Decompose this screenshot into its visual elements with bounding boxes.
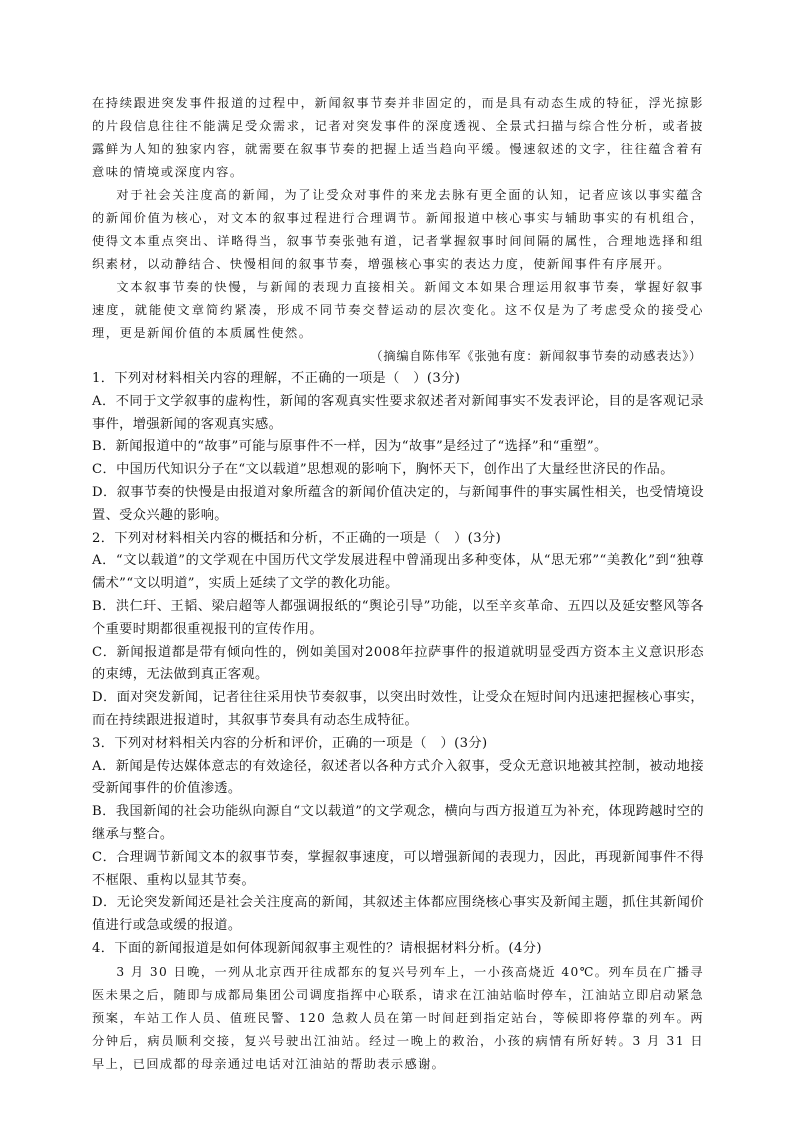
passage-paragraph-1: 在持续跟进突发事件报道的过程中，新闻叙事节奏并非固定的，而是具有动态生成的特征，浮光掠影的片段信息往往不能满足受众需求，记者对突发事件的深度透视、全景式扫描与综合性分析，或者披露鲜为人知的独家内容，就需要在叙事节奏的把握上适当趋向平缓。慢速叙述的文字，往往蕴含着有意味的情境或深度内容。: [92, 96, 704, 179]
question-1: [92, 368, 704, 528]
question-3: [92, 733, 704, 938]
option-d: D．无论突发新闻还是社会关注度高的新闻，其叙述主体都应围绕核心事实及新闻主题，抓住其新闻价值进行或急或缓的报道。: [92, 895, 704, 934]
option-b: B．我国新闻的社会功能纵向源自“文以载道”的文学观念，横向与西方报道互为补充，体现跨越时空的继承与整合。: [92, 804, 704, 842]
question-4: [92, 938, 704, 1076]
option-c: C．中国历代知识分子在“文以载道”思想观的影响下，胸怀天下，创作出了大量经世济民的作品。: [92, 462, 674, 478]
option-c: C．合理调节新闻文本的叙事节奏，掌握叙事速度，可以增强新闻的表现力，因此，再现新闻事件不得不框限、重构以显其节奏。: [92, 849, 704, 888]
option-d: D．叙事节奏的快慢是由报道对象所蕴含的新闻价值决定的，与新闻事件的事实属性相关，也受情境设置、受众兴趣的影响。: [92, 484, 704, 523]
news-report-text: [92, 961, 704, 1076]
question-stem: 3．下列对材料相关内容的分析和评价，正确的一项是（ ）(3分): [92, 735, 488, 751]
passage-paragraph-2: 对于社会关注度高的新闻，为了让受众对事件的来龙去脉有更全面的认知，记者应该以事实蕴含的新闻价值为核心，对文本的叙事过程进行合理调节。新闻报道中核心事实与辅助事实的有机组合，使得文本重点突出、详略得当，叙事节奏张弛有道，记者掌握叙事时间间隔的属性，合理地选择和组织素材，以动静结合、快慢相间的叙事节奏，增强核心事实的表达力度，使新闻事件有序展开。: [92, 188, 704, 271]
passage-source: （摘编自陈伟军《张弛有度：新闻叙事节奏的动感表达》）: [370, 349, 702, 363]
news-report-body: 3 月 30 日晚，一列从北京西开往成都东的复兴号列车上，一小孩高烧近 40℃。列车员在广播寻医未果之后，随即与成都局集团公司调度指挥中心联系，请求在江油站临时停车，江油站立即启动紧急预案，车站工作人员、值班民警、120 急救人员在第一时间赶到指定站台，等候即将停靠的列车。两分钟后，病员顺利交接，复兴号驶出江油站。经过一晚上的救治，小孩的病情有所好转。3 月 31 日早上，已回成都的母亲通过电话对江油站的帮助表示感谢。: [92, 964, 704, 1071]
question-stem: 2．下列对材料相关内容的概括和分析，不正确的一项是（ ）(3分): [92, 530, 502, 546]
question-2: [92, 528, 704, 733]
option-a: A．“文以载道”的文学观在中国历代文学发展进程中曾涌现出多种变体，从“思无邪”“美教化”到“独尊儒术”“文以明道”，实质上延续了文学的教化功能。: [92, 553, 704, 592]
option-b: B．洪仁玕、王韬、梁启超等人都强调报纸的“舆论引导”功能，以至辛亥革命、五四以及延安整风等各个重要时期都很重视报刊的宣传作用。: [92, 598, 704, 637]
exam-page: [92, 92, 704, 1076]
option-b: B．新闻报道中的“故事”可能与原事件不一样，因为“故事”是经过了“选择”和“重塑”。: [92, 439, 608, 455]
option-c: C．新闻报道都是带有倾向性的，例如美国对2008年拉萨事件的报道就明显受西方资本主义意识形态的束缚，无法做到真正客观。: [92, 644, 704, 683]
passage-paragraph-3: 文本叙事节奏的快慢，与新闻的表现力直接相关。新闻文本如果合理运用叙事节奏，掌握好叙事速度，就能使文章简约紧凑，形成不同节奏交替运动的层次变化。这不仅是为了考虑受众的接受心理，更是新闻价值的本质属性使然。: [92, 280, 704, 340]
question-stem: 4．下面的新闻报道是如何体现新闻叙事主观性的？请根据材料分析。(4分): [92, 940, 542, 956]
option-a: A．不同于文学叙事的虚构性，新闻的客观真实性要求叙述者对新闻事实不发表评论，目的是客观记录事件，增强新闻的客观真实感。: [92, 393, 704, 432]
option-d: D．面对突发新闻，记者往往采用快节奏叙事，以突出时效性，让受众在短时间内迅速把握核心事实，而在持续跟进报道时，其叙事节奏具有动态生成特征。: [92, 690, 704, 728]
question-stem: 1．下列对材料相关内容的理解，不正确的一项是（ ）(3分): [92, 371, 461, 386]
option-a: A．新闻是传达媒体意志的有效途径，叙述者以各种方式介入叙事，受众无意识地被其控制，被动地接受新闻事件的价值渗透。: [92, 758, 704, 797]
